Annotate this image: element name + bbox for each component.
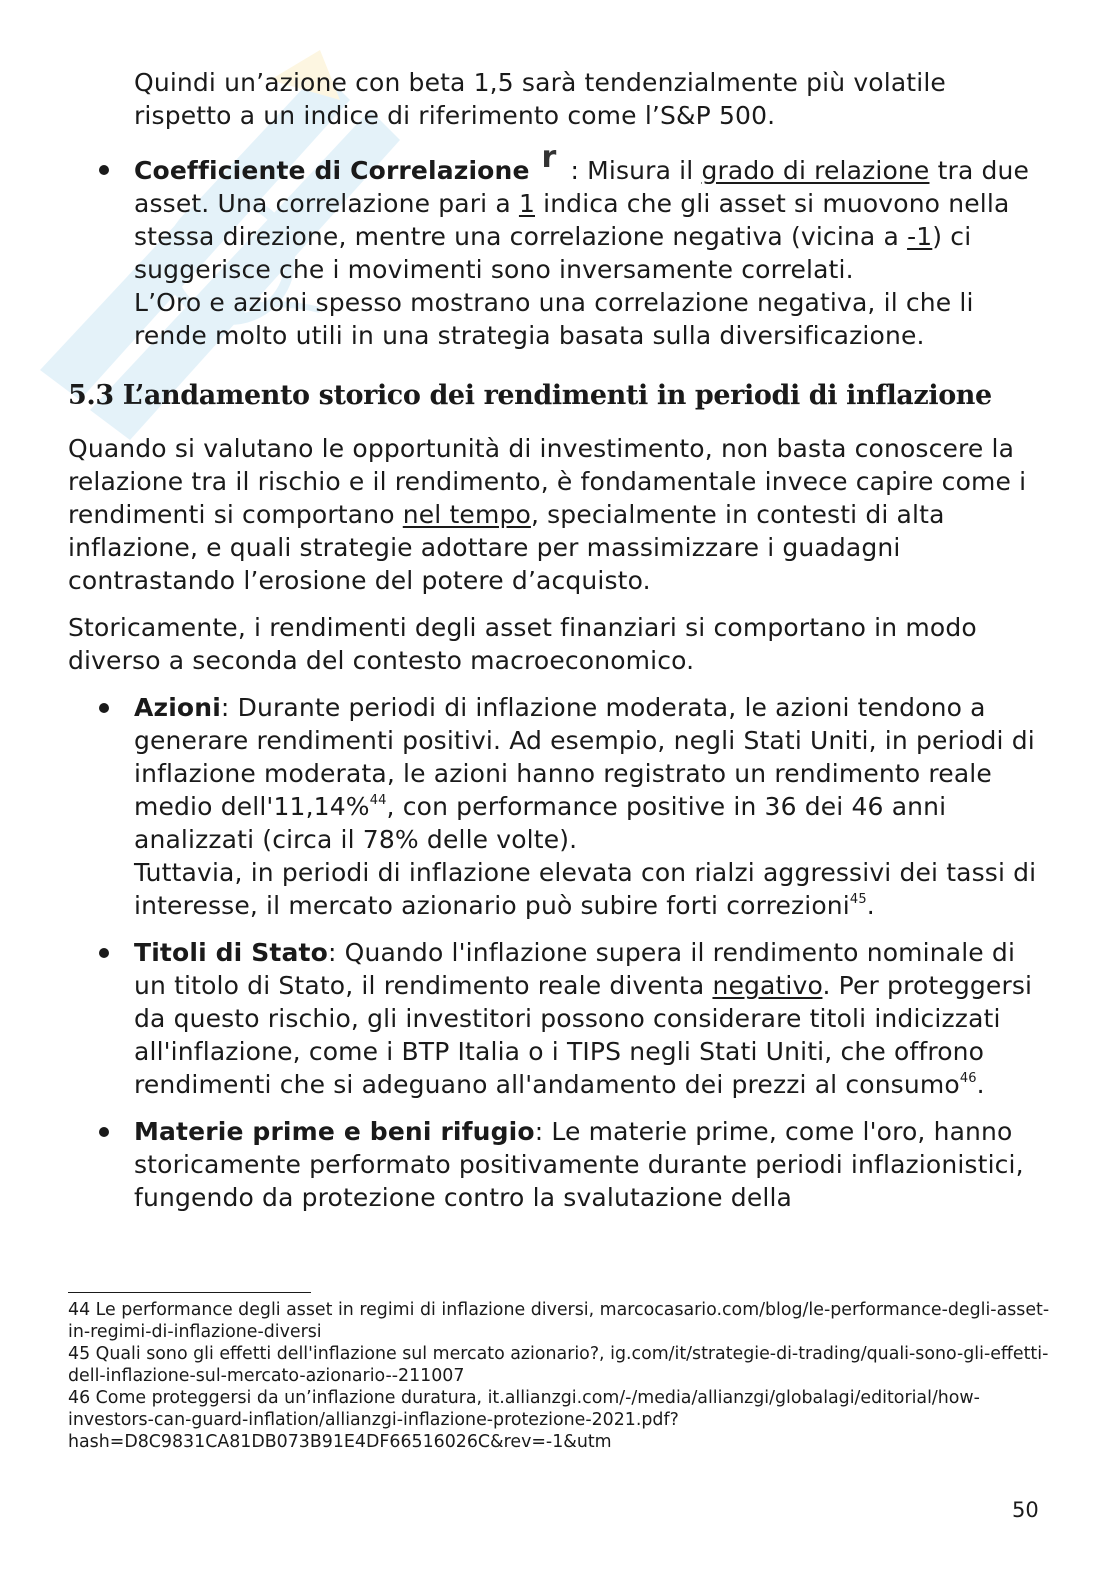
underlined-minus-one: -1 <box>907 222 933 251</box>
azioni-term: Azioni <box>134 693 221 722</box>
underlined-one: 1 <box>518 189 535 218</box>
correlation-symbol-r: r <box>541 140 557 175</box>
section-heading: 5.3 L’andamento storico dei rendimenti in periodi di inflazione <box>68 380 992 411</box>
list-item-titoli-di-stato: Titoli di Stato: Quando l'inflazione supera il rendimento nominale di un titolo di Stato, il rendimento reale diventa negativo. Per proteggersi da questo rischio, gli investitori possono considerare titoli indicizzati all'inflazione, come i BTP Italia o i TIPS negli Stati Uniti, che offrono rendimenti che si adeguano all'andamento dei prezzi al consumo$^{46}$. <box>134 936 1054 1101</box>
footnote-ref-46: 46 <box>959 1070 977 1086</box>
intro-line-1: Quindi un’azione con beta 1,5 sarà tendenzialmente più volatile <box>134 68 946 97</box>
underlined-nel-tempo: nel tempo <box>402 500 531 529</box>
correlation-term: Coefficiente di Correlazione <box>134 156 530 185</box>
section-paragraph-1: Quando si valutano le opportunità di investimento, non basta conoscere la relazione tra il rischio e il rendimento, è fondamentale invece capire come i rendimenti si comportano nel tempo, specialmente in contesti di alta inflazione, e quali strategie adottare per massimizzare i guadagni contrastando l’erosione del potere d’acquisto. <box>68 434 1027 595</box>
bullet-dot <box>99 948 109 958</box>
footnote-ref-44: 44 <box>369 792 387 808</box>
bullet-dot <box>99 703 109 713</box>
footnotes <box>68 1299 1058 1453</box>
list-item-materie-prime: Materie prime e beni rifugio: Le materie prime, come l'oro, hanno storicamente performato positivamente durante periodi inflazionistici, fungendo da protezione contro la svalutazione della <box>134 1115 1054 1214</box>
footnote-45: 45 Quali sono gli effetti dell'inflazione sul mercato azionario?, ig.com/it/strategie-di-trading/quali-sono-gli-effetti-dell-inflazione-sul-mercato-azionario--211007 <box>68 1344 1049 1386</box>
bullet-dot <box>99 165 109 175</box>
list-item-azioni: Azioni: Durante periodi di inflazione moderata, le azioni tendono a generare rendimenti positivi. Ad esempio, negli Stati Uniti, in periodi di inflazione moderata, le azioni hanno registrato un rendimento reale medio dell'11,14%$^{44}$, con performance positive in 36 dei 46 anni analizzati (circa il 78% delle volte). Tuttavia, in periodi di inflazione elevata con rialzi aggressivi dei tassi di interesse, il mercato azionario può subire forti correzioni$^{45}$. <box>134 691 1054 922</box>
footnote-46: 46 Come proteggersi da un’inflazione duratura, it.allianzgi.com/-/media/allianzgi/globalagi/editorial/how-investors-can-guard-inflation/allianzgi-inflazione-protezione-2021.pdf?hash=D8C9831CA81DB073B91E4DF66516026C&rev=-1&utm <box>68 1388 980 1452</box>
intro-line-2: rispetto a un indice di riferimento come l’S&P 500. <box>134 101 776 130</box>
footnote-ref-45: 45 <box>849 891 867 907</box>
correlation-bullet-list <box>134 140 1054 366</box>
list-item-correlation: Coefficiente di Correlazione r : Misura il grado di relazione tra due asset. Una correlazione pari a 1 indica che gli asset si muovono nella stessa direzione, mentre una correlazione negativa (vicina a -1) ci suggerisce che i movimenti sono inversamente correlati. L’Oro e azioni spesso mostrano una correlazione negativa, il che li rende molto utili in una strategia basata sulla diversificazione. <box>134 153 1054 352</box>
bullet-dot <box>99 1127 109 1137</box>
underlined-negativo: negativo <box>712 971 823 1000</box>
footnote-44: 44 Le performance degli asset in regimi di inflazione diversi, marcocasario.com/blog/le-performance-degli-asset-in-regimi-di-inflazione-diversi <box>68 1300 1050 1342</box>
page-number: 50 <box>1012 1498 1039 1522</box>
footnote-separator <box>68 1292 311 1293</box>
section-paragraph-2: Storicamente, i rendimenti degli asset finanziari si comportano in modo diverso a seconda del contesto macroeconomico. <box>68 613 977 675</box>
materie-term: Materie prime e beni rifugio <box>134 1117 535 1146</box>
intro-paragraph <box>134 66 1034 132</box>
titoli-term: Titoli di Stato <box>134 938 328 967</box>
underlined-grado-di-relazione: grado di relazione <box>701 156 930 185</box>
correlation-gold-note: L’Oro e azioni spesso mostrano una correlazione negativa, il che li rende molto utili in una strategia basata sulla diversificazione. <box>134 288 974 350</box>
asset-bullet-list <box>134 691 1054 1228</box>
